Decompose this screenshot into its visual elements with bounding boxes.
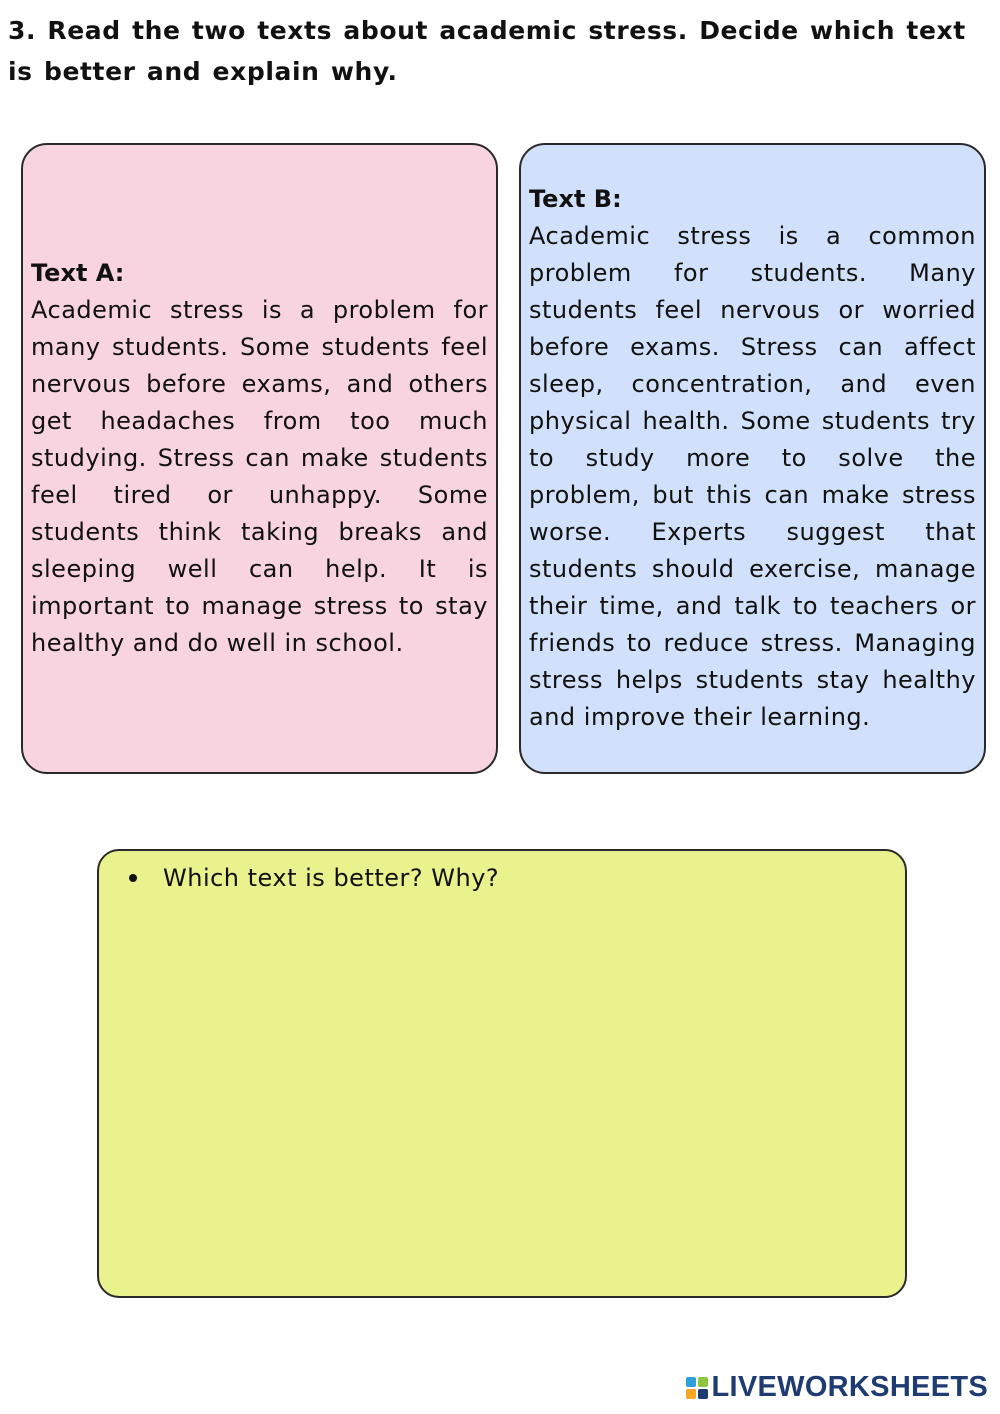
text-b-body: Academic stress is a common problem for students. Many students feel nervous or worried before exams. Stress can affect sleep, concentration, and even physical health. Some students try to study more to solve the problem, but this can make stress worse. Experts suggest that students should exercise, manage their time, and talk to teachers or friends to reduce stress. Managing stress helps students stay healthy and improve their learning.	[529, 222, 976, 731]
text-b-card	[519, 143, 986, 774]
instruction-text: 3. Read the two texts about academic stress. Decide which text is better and explain why.	[8, 16, 966, 86]
text-a-card	[21, 143, 498, 774]
text-b-title: Text B:	[529, 185, 622, 213]
text-a-body: Academic stress is a problem for many students. Some students feel nervous before exams, and others get headaches from too much studying. Stress can make students feel tired or unhappy. Some students think taking breaks and sleeping well can help. It is important to manage stress to stay healthy and do well in school.	[31, 296, 488, 657]
text-a-title: Text A:	[31, 259, 125, 287]
bullet-icon	[129, 874, 137, 882]
logo-text: LIVEWORKSHEETS	[711, 1371, 988, 1403]
liveworksheets-logo	[686, 1371, 989, 1404]
liveworksheets-logo-icon	[686, 1377, 708, 1399]
answer-box[interactable]	[97, 849, 907, 1298]
answer-question-text: Which text is better? Why?	[163, 864, 500, 892]
answer-question	[129, 861, 499, 895]
